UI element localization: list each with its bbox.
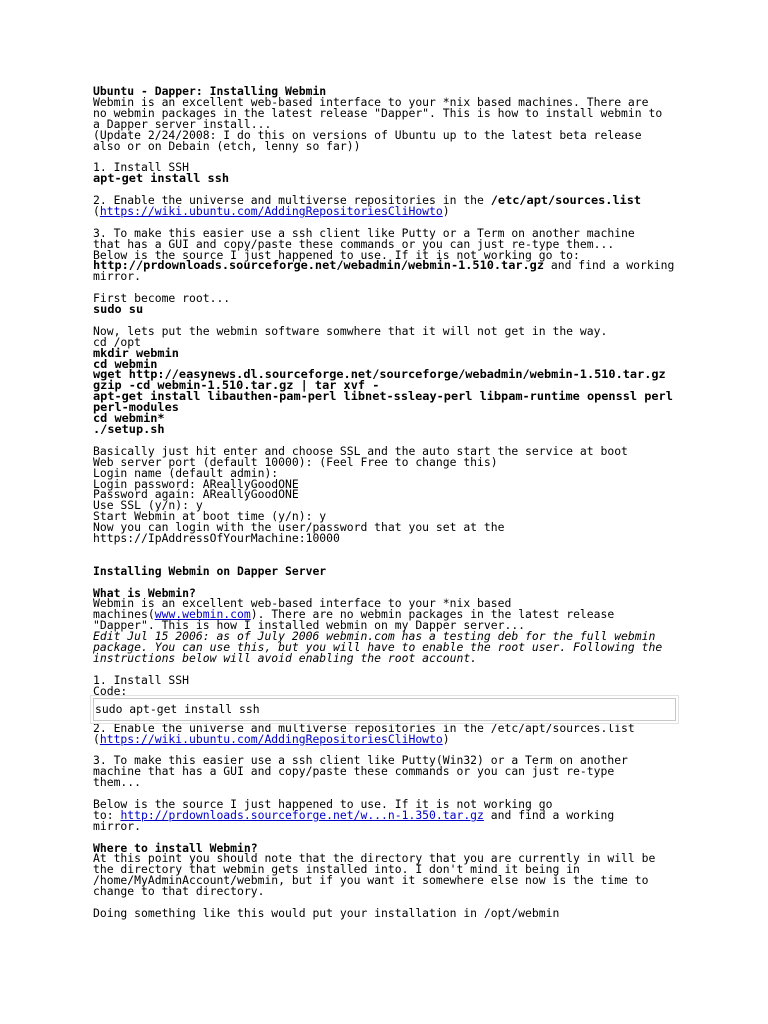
text-fragment: machines( bbox=[93, 607, 155, 622]
text-fragment: ). There are no webmin packages in the latest release bbox=[250, 607, 615, 622]
text-line: them... bbox=[93, 775, 142, 790]
text-line: machine that has a GUI and copy/paste these commands or you can just re-type bbox=[93, 764, 615, 779]
code-label: Code: bbox=[93, 683, 128, 698]
document-page bbox=[93, 86, 693, 919]
url-line bbox=[93, 260, 693, 271]
text-line: At this point you should note that the directory that you are currently in will be bbox=[93, 851, 656, 866]
edit-note bbox=[93, 631, 693, 664]
command: cd webmin bbox=[93, 356, 158, 371]
link-line: (https://wiki.ubuntu.com/AddingRepositoriesCliHowto) bbox=[93, 731, 450, 746]
text-line: Doing something like this would put your installation in /opt/webmin bbox=[93, 905, 560, 920]
text-line: "Dapper". This is how I installed webmin on my Dapper server... bbox=[93, 618, 526, 633]
text-line: 2. Enable the universe and multiverse repositories in the /etc/apt/sources.list bbox=[93, 720, 635, 735]
text-line: Login name (default admin): bbox=[93, 465, 279, 480]
text-line: no webmin packages in the latest release "Dapper". This is how to install webmin to bbox=[93, 105, 663, 120]
text-line: (Update 2/24/2008: I do this on versions of Ubuntu up to the latest beta release bbox=[93, 127, 642, 142]
step-text: 2. Enable the universe and multiverse repositories in the bbox=[93, 193, 491, 208]
text-line: Web server port (default 10000): (Feel Free to change this) bbox=[93, 454, 498, 469]
text-line: Webmin is an excellent web-based interface to your *nix based bbox=[93, 596, 512, 611]
command: apt-get install ssh bbox=[93, 171, 230, 186]
text-line: Password again: AReallyGoodONE bbox=[93, 487, 299, 502]
link-line: (https://wiki.ubuntu.com/AddingRepositoriesCliHowto) bbox=[93, 203, 450, 218]
text-line: mirror. bbox=[93, 269, 142, 284]
text-line: instructions below will avoid enabling the root account. bbox=[93, 651, 478, 665]
text-line: Login password: AReallyGoodONE bbox=[93, 476, 299, 491]
text-line: Below is the source I just happened to use. If it is not working go to: bbox=[93, 247, 580, 262]
text-line: Start Webmin at boot time (y/n): y bbox=[93, 509, 327, 524]
command-block bbox=[93, 345, 693, 437]
command: wget http://easynews.dl.sourceforge.net/sourceforge/webadmin/webmin-1.510.tar.gz bbox=[93, 367, 666, 382]
text-line: https://IpAddressOfYourMachine:10000 bbox=[93, 531, 340, 546]
webmin-site-link[interactable]: www.webmin.com bbox=[154, 607, 251, 622]
command: mkdir webmin bbox=[93, 345, 179, 360]
text-line: Now you can login with the user/password that you set at the bbox=[93, 520, 505, 535]
section-title: Ubuntu - Dapper: Installing Webmin bbox=[93, 84, 327, 98]
text-fragment: and find a working bbox=[544, 258, 675, 273]
text-line: also or on Debain (etch, lenny so far)) bbox=[93, 138, 361, 153]
text-line: Now, lets put the webmin software somwhere that it will not get in the way. bbox=[93, 323, 608, 338]
text-line: Below is the source I just happened to use. If it is not working go bbox=[93, 796, 553, 811]
text-line: a Dapper server install... bbox=[93, 116, 272, 131]
command: gzip -cd webmin-1.510.tar.gz | tar xvf - bbox=[93, 378, 380, 393]
text-line: Webmin is an excellent web-based interface to your *nix based machines. There are bbox=[93, 94, 649, 109]
text-line: 3. To make this easier use a ssh client like Putty or a Term on another machine bbox=[93, 225, 635, 240]
sources-list-path: /etc/apt/sources.list bbox=[490, 193, 642, 208]
step-heading: 1. Install SSH bbox=[93, 672, 190, 687]
step-heading: 1. Install SSH bbox=[93, 160, 190, 175]
subheading: What is Webmin? bbox=[93, 585, 196, 600]
text-line: package. You can use this, but you will have to enable the root user. Following the bbox=[93, 640, 663, 655]
text-line: change to that directory. bbox=[93, 884, 265, 899]
text-line: the directory that webmin gets installed into. I don't mind it being in bbox=[93, 862, 580, 877]
command: ./setup.sh bbox=[93, 422, 165, 437]
text-line: Use SSL (y/n): y bbox=[93, 498, 203, 513]
text-line: that has a GUI and copy/paste these commands or you can just re-type them... bbox=[93, 236, 615, 251]
repositories-howto-link[interactable]: https://wiki.ubuntu.com/AddingRepositoriesCliHowto bbox=[99, 731, 443, 746]
text-line: First become root... bbox=[93, 291, 231, 306]
text-fragment: and find a working bbox=[483, 807, 615, 822]
command: sudo su bbox=[93, 302, 144, 317]
code-box[interactable]: sudo apt-get install ssh bbox=[93, 698, 676, 721]
download-url: http://prdownloads.sourceforge.net/webadmin/webmin-1.510.tar.gz bbox=[93, 258, 545, 273]
text-line: mirror. bbox=[93, 818, 142, 833]
command: cd webmin* bbox=[93, 411, 165, 426]
text-line: Basically just hit enter and choose SSL and the auto start the service at boot bbox=[93, 443, 628, 458]
subheading: Where to install Webmin? bbox=[93, 840, 258, 855]
text-line: 3. To make this easier use a ssh client like Putty(Win32) or a Term on another bbox=[93, 753, 628, 768]
command-plain: cd /opt bbox=[93, 334, 142, 349]
source-download-link[interactable]: http://prdownloads.sourceforge.net/w...n-1.350.tar.gz bbox=[120, 807, 484, 822]
text-line: Edit Jul 15 2006: as of July 2006 webmin.com has a testing deb for the full webmin bbox=[93, 629, 656, 644]
text-fragment: to: bbox=[93, 807, 121, 822]
command: perl-modules bbox=[93, 400, 179, 415]
setup-output bbox=[93, 443, 693, 546]
intro-paragraph bbox=[93, 94, 693, 153]
repositories-howto-link[interactable]: https://wiki.ubuntu.com/AddingRepositoriesCliHowto bbox=[99, 203, 443, 218]
text-line: /home/MyAdminAccount/webmin, but if you want it somewhere else now is the time to bbox=[93, 873, 649, 888]
text-line bbox=[93, 807, 693, 822]
section-title: Installing Webmin on Dapper Server bbox=[93, 563, 327, 578]
command: apt-get install libauthen-pam-perl libnet-ssleay-perl libpam-runtime openssl perl bbox=[93, 389, 673, 404]
